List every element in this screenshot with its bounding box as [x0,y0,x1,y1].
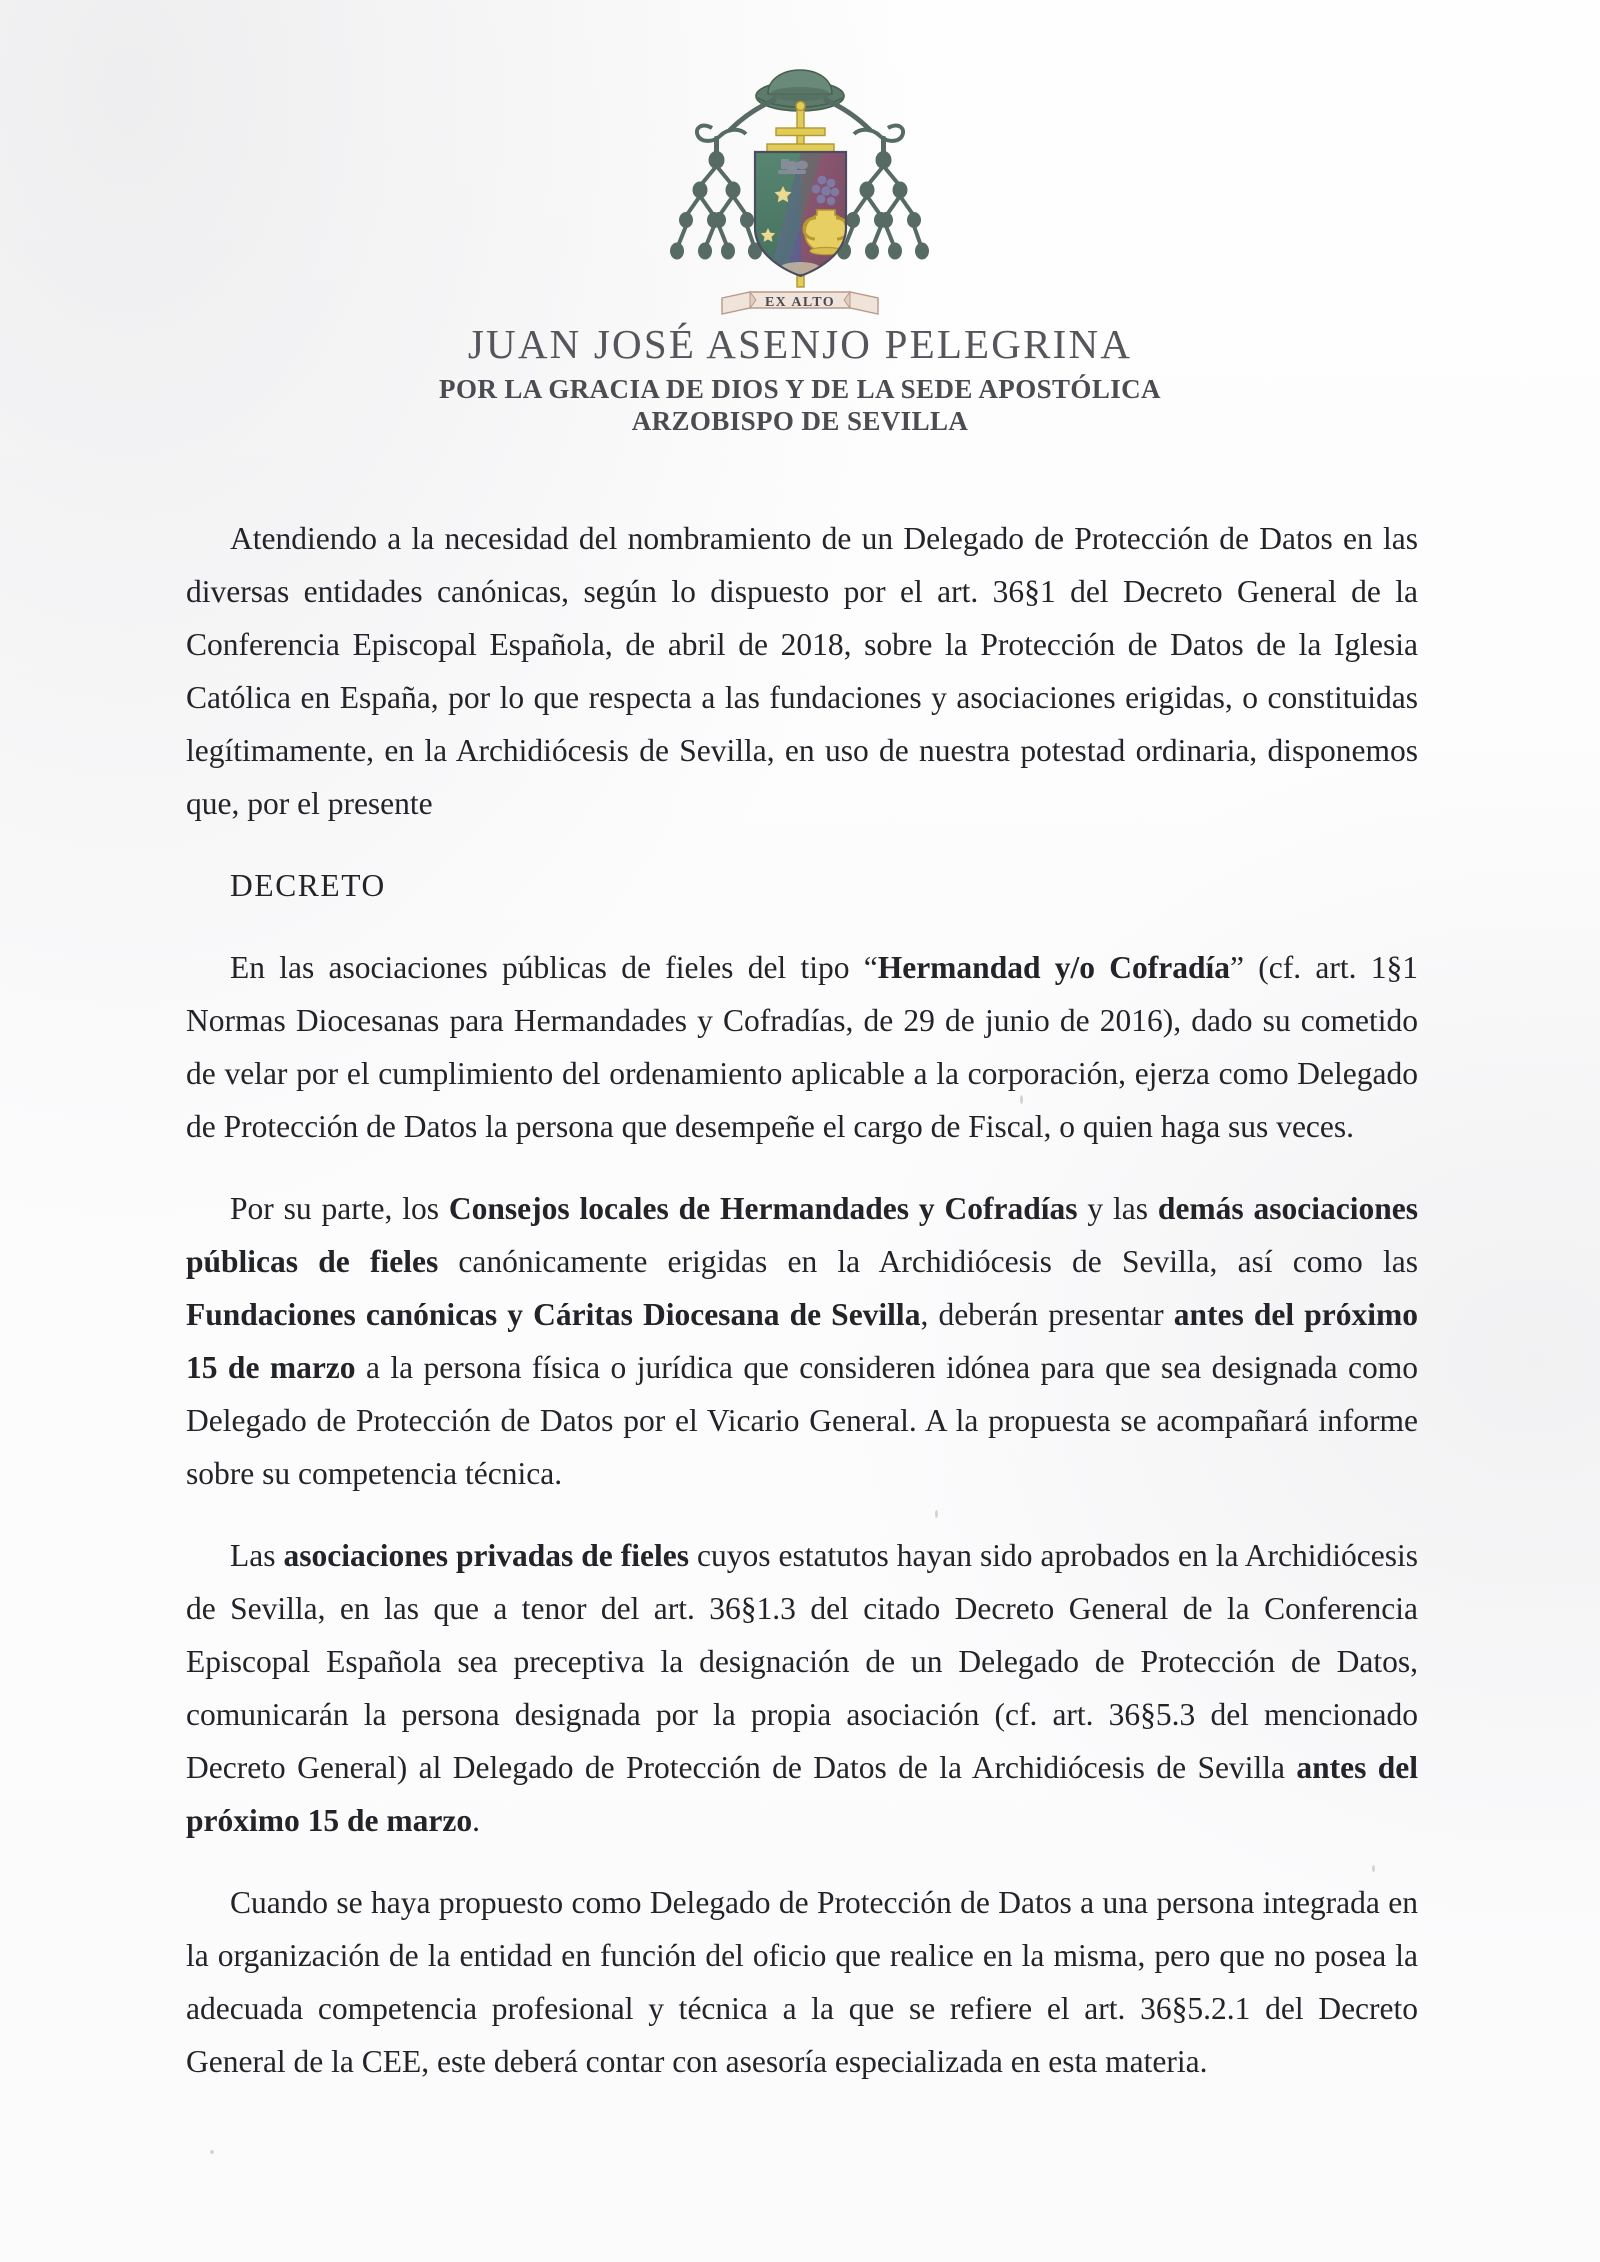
decreto-heading: DECRETO [230,868,386,903]
paragraph-consejos-locales [186,1182,1418,1500]
paragraph-competencia: Cuando se haya propuesto como Delegado de Protección de Datos a una persona integrada en la organización de la entidad en función del oficio que realice en la misma, pero que no posea la adecuada competencia profesional y técnica a la que se refiere el art. 36§5.2.1 del Decreto General de la CEE, este deberá contar con asesoría especializada en esta materia. [186,1885,1418,2079]
para4-text-1: Las [230,1538,284,1573]
shield [755,150,848,280]
tassel-right [837,136,929,260]
motto-banner [722,292,878,314]
title-block [0,322,1600,438]
para3-bold-3: Fundaciones canónicas y Cáritas Diocesana de Sevilla [186,1297,921,1332]
para3-text-3: canónicamente erigidas en la Archidiócesis de Sevilla, así como las [438,1244,1418,1279]
para2-bold-1: Hermandad y/o Cofradía [877,950,1231,985]
para4-bold-2: antes del próximo 15 de marzo [186,1750,1418,1838]
heading-subtitle-line-2: ARZOBISPO DE SEVILLA [631,406,969,437]
heading-subtitle-line-1: POR LA GRACIA DE DIOS Y DE LA SEDE APOSTÓLICA [439,373,1161,404]
para2-text-2: ” (cf. art. 1§1 Normas Diocesanas para Hermandades y Cofradías, de 29 de junio de 2016), dado su cometido de velar por el cumplimiento del ordenamiento aplicable a la corporación, ejerza como Delegado de Protección de Datos la persona que desempeñe el cargo de Fiscal, o quien haga sus veces. [186,950,1418,1144]
para3-bold-2: demás asociaciones públicas de fieles [186,1191,1419,1279]
scan-speck [210,2150,214,2154]
coat-of-arms [0,52,1600,320]
document-body [186,512,1418,2088]
para3-text-1: Por su parte, los [230,1191,449,1226]
para4-bold-1: asociaciones privadas de fieles [283,1538,690,1573]
tassel-left [670,136,762,260]
paragraph-hermandades [186,941,1418,1153]
para2-text-1: En las asociaciones públicas de fieles del tipo “ [230,950,878,985]
paragraph-asociaciones-privadas [186,1529,1418,1847]
para4-text-2: cuyos estatutos hayan sido aprobados en la Archidiócesis de Sevilla, en las que a tenor del art. 36§1.3 del citado Decreto General de la Conferencia Episcopal Española sea preceptiva la designación de un Delegado de Protección de Datos, comunicarán la persona designada por la propia asociación (cf. art. 36§5.3 del mencionado Decreto General) al Delegado de Protección de Datos de la Archidiócesis de Sevilla [186,1538,1418,1785]
archbishop-name: JUAN JOSÉ ASENJO PELEGRINA [467,321,1133,367]
para3-text-2: y las [1077,1191,1158,1226]
para3-bold-4: antes del próximo 15 de marzo [186,1297,1418,1385]
paragraph-preamble: Atendiendo a la necesidad del nombramiento de un Delegado de Protección de Datos en las diversas entidades canónicas, según lo dispuesto por el art. 36§1 del Decreto General de la Conferencia Episcopal Española, de abril de 2018, sobre la Protección de Datos de la Iglesia Católica en España, por lo que respecta a las fundaciones y asociaciones erigidas, o constituidas legítimamente, en la Archidiócesis de Sevilla, en uso de nuestra potestad ordinaria, disponemos que, por el presente [186,521,1418,821]
para3-text-4: , deberán presentar [920,1297,1174,1332]
coat-of-arms-icon [650,52,950,320]
para3-text-5: a la persona física o jurídica que consideren idónea para que sea designada como Delegado de Protección de Datos por el Vicario General. A la propuesta se acompañará informe sobre su competencia técnica. [186,1350,1419,1491]
para4-text-3: . [472,1803,480,1838]
motto-text: EX ALTO [764,295,836,310]
para3-bold-1: Consejos locales de Hermandades y Cofradías [448,1191,1078,1226]
